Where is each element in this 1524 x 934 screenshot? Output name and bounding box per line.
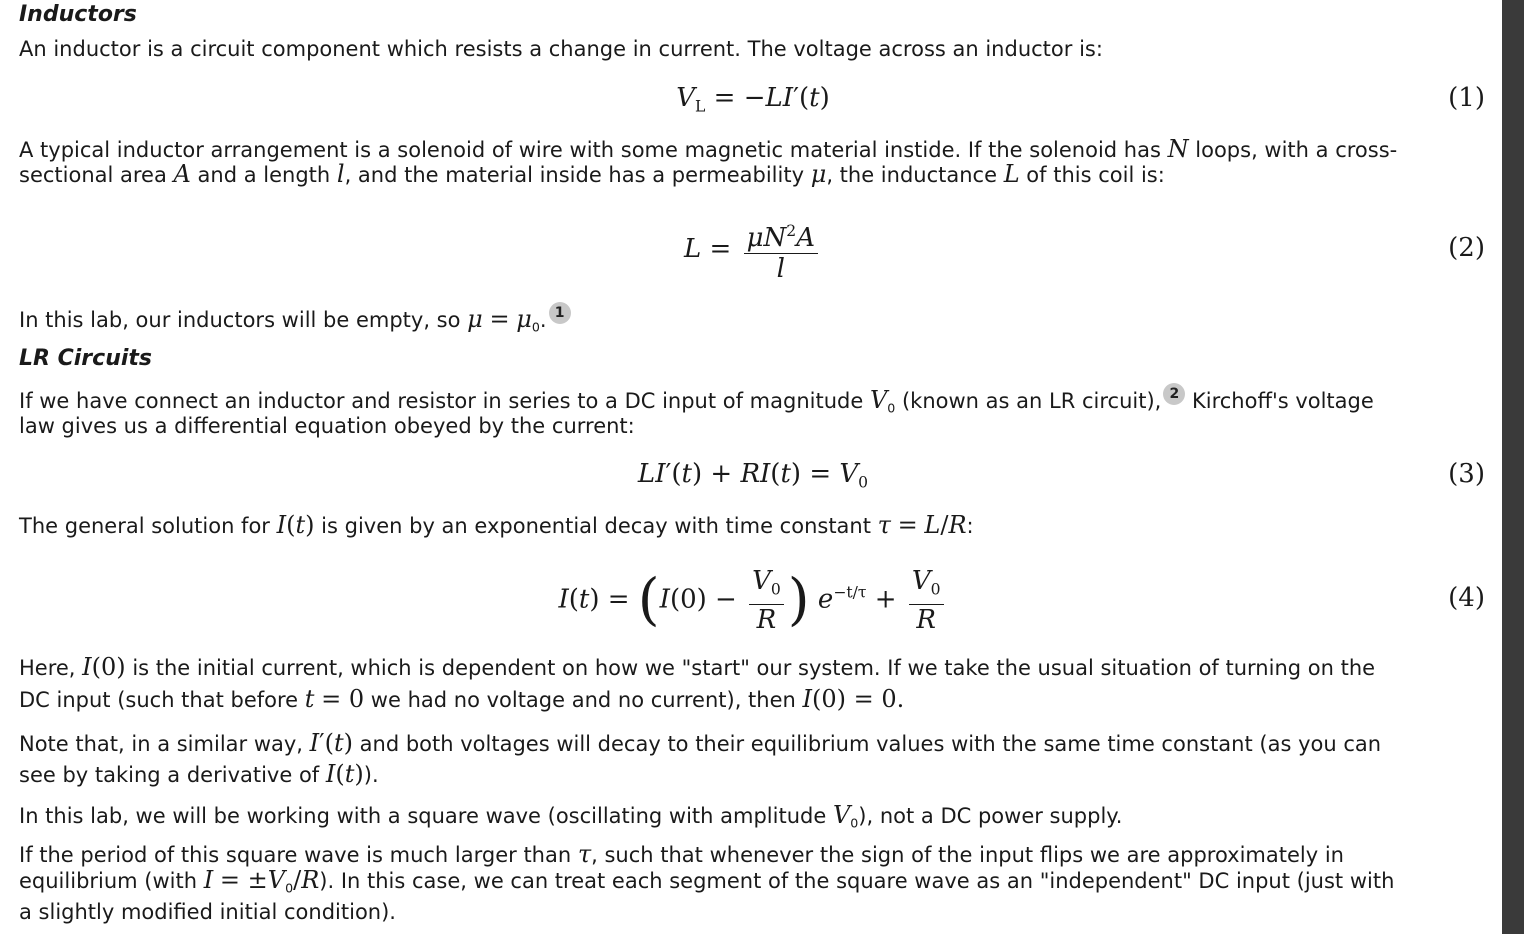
derivative-note-line1: Note that, in a similar way, I′(t) and both voltages will decay to their equilibrium values with the same time constant (as you can [19, 729, 1382, 757]
lr-paragraph-line2: law gives us a differential equation obeyed by the current: [19, 414, 635, 438]
equation-2-number: (2) [1448, 233, 1485, 263]
initial-current-line2: DC input (such that before t = 0 we had no voltage and no current), then I(0) = 0. [19, 685, 905, 713]
equation-1-number: (1) [1448, 83, 1485, 113]
equation-4: I(t) = (I(0) − $\frac{V_0}{R}$ ) $e^{-t/\tau}$ + $\frac{V_0}{R}$ [19, 566, 1487, 635]
solenoid-paragraph-line1: A typical inductor arrangement is a solenoid of wire with some magnetic material instide. If the solenoid has N loops, with a cross- [19, 135, 1398, 163]
heading-inductors: Inductors [19, 2, 137, 27]
solenoid-paragraph-line2: sectional area A and a length l, and the material inside has a permeability μ, the inductance L of this coil is: [19, 160, 1165, 188]
period-note-line3: a slightly modified initial condition). [19, 900, 396, 924]
inductor-intro: An inductor is a circuit component which resists a change in current. The voltage across an inductor is: [19, 37, 1103, 61]
equation-3: $LI'(t) + RI(t) = V_0$ [637, 459, 869, 492]
equation-3-number: (3) [1448, 459, 1485, 489]
window-edge [1502, 0, 1524, 934]
equation-2: L = $\frac{\mu N^2A}{l}$ [19, 216, 1487, 284]
footnote-1-badge[interactable]: 1 [549, 302, 571, 324]
initial-current-line1: Here, I(0) is the initial current, which is dependent on how we "start" our system. If we take the usual situation of turning on the [19, 653, 1376, 681]
footnote-2-badge[interactable]: 2 [1163, 383, 1185, 405]
period-note-line1: If the period of this square wave is much larger than τ, such that whenever the sign of the input flips we are approximately in [19, 840, 1344, 868]
period-note-line2: equilibrium (with $I = \pm V_0/R$). In this case, we can treat each segment of the square wave as an "independent" DC input (just with [19, 866, 1395, 896]
lr-paragraph-line1: If we have connect an inductor and resistor in series to a DC input of magnitude $V_0$ (known as an LR circuit), 2 Kirchoff's voltage [19, 383, 1374, 421]
equation-4-number: (4) [1448, 583, 1485, 613]
square-wave-note: In this lab, we will be working with a square wave (oscillating with amplitude $V_0$), not a DC power supply. [19, 801, 1123, 831]
equation-1: $V_L = -LI'(t)$ [676, 83, 830, 116]
derivative-note-line2: see by taking a derivative of I(t)). [19, 760, 379, 788]
heading-lr-circuits: LR Circuits [19, 346, 153, 371]
empty-inductor-note: In this lab, our inductors will be empty, so $\mu = \mu_0$. 1 [19, 302, 571, 340]
general-solution-text: The general solution for I(t) is given by an exponential decay with time constant τ = L/R: [19, 511, 974, 539]
